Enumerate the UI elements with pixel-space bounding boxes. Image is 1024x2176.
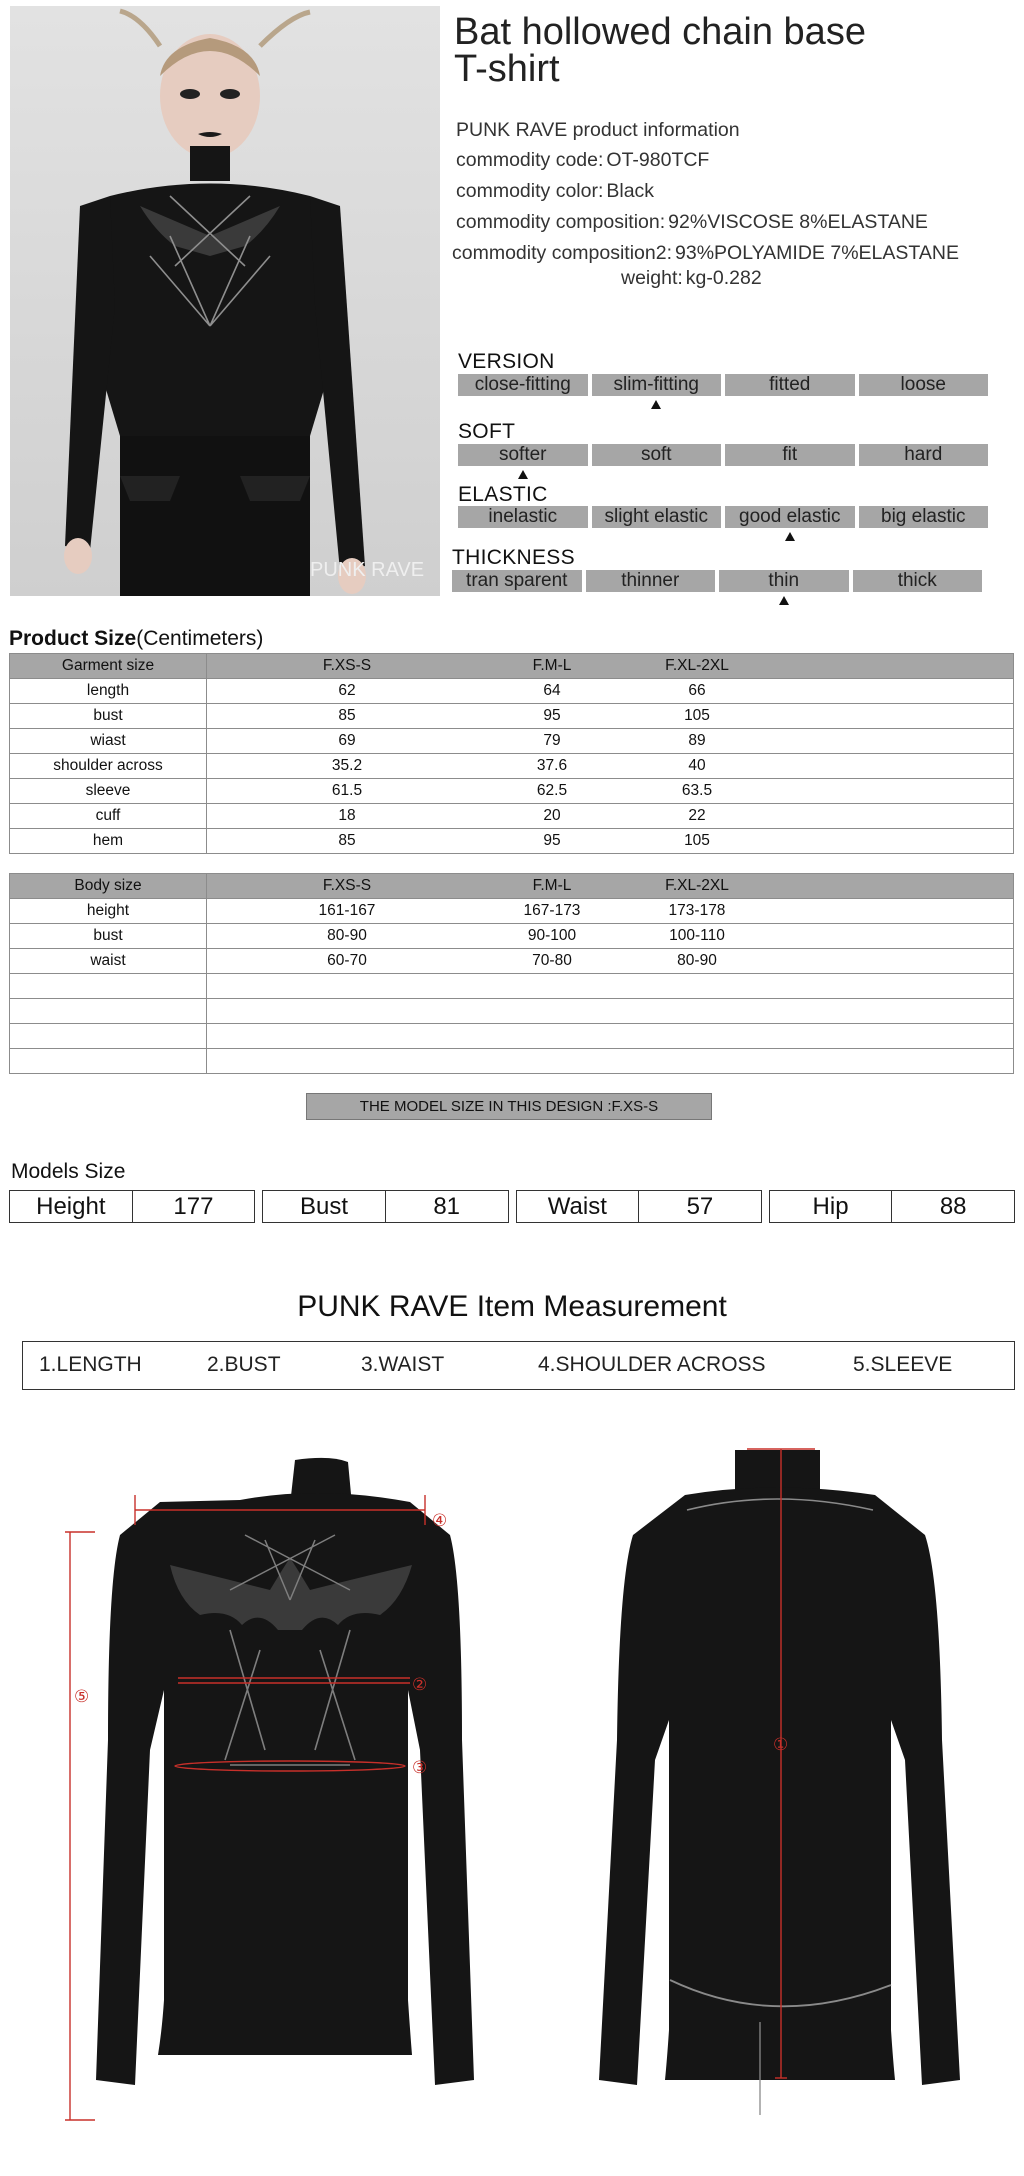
measurement-legend (22, 1341, 1015, 1390)
table-cell: 62.5 (536, 782, 568, 799)
model-measure-value: 57 (638, 1191, 761, 1222)
thickness-scale (452, 570, 982, 592)
composition2-label: commodity composition2: (452, 242, 673, 264)
color-value: Black (606, 180, 655, 202)
table-cell: F.XL-2XL (665, 657, 729, 674)
code-label: commodity code: (456, 149, 604, 171)
row-label: waist (10, 949, 207, 974)
model-measure-hip (769, 1190, 1015, 1223)
commodity-composition2 (452, 242, 959, 265)
model-measure-value: 81 (385, 1191, 508, 1222)
table-cell: F.M-L (532, 657, 572, 674)
table-cell: 64 (543, 682, 561, 699)
commodity-color (456, 180, 654, 203)
table-row (10, 679, 1014, 704)
selected-pointer-icon (785, 532, 795, 541)
row-label: length (10, 679, 207, 704)
table-cell: F.XS-S (322, 877, 372, 894)
model-measure-label: Bust (300, 1193, 349, 1220)
product-title-line1: Bat hollowed chain base (454, 11, 866, 53)
models-size-table (9, 1190, 1015, 1223)
table-cell: 60-70 (327, 952, 367, 969)
table-cell: 22 (688, 807, 706, 824)
row-values (207, 654, 1014, 679)
row-values (207, 899, 1014, 924)
scale-option: good elastic (725, 506, 855, 528)
table-row (10, 999, 1014, 1024)
scale-option: thinner (586, 570, 716, 592)
scale-option: inelastic (458, 506, 588, 528)
table-cell: 69 (338, 732, 356, 749)
scale-option: hard (859, 444, 989, 466)
table-cell: 90-100 (527, 927, 577, 944)
scale-option: loose (859, 374, 989, 396)
scale-option: slight elastic (592, 506, 722, 528)
row-values (207, 704, 1014, 729)
row-values (207, 924, 1014, 949)
legend-bust: 2.BUST (207, 1353, 281, 1376)
model-measure-waist (516, 1190, 762, 1223)
product-photo (10, 6, 440, 596)
row-label (10, 974, 207, 999)
table-row (10, 779, 1014, 804)
photo-watermark: PUNK RAVE (310, 559, 425, 581)
table-header-row (10, 654, 1014, 679)
table-row (10, 704, 1014, 729)
version-title: VERSION (458, 350, 555, 373)
table-row (10, 924, 1014, 949)
garment-size-table (9, 653, 1014, 854)
table-cell: F.XS-S (322, 657, 372, 674)
selected-pointer-icon (779, 596, 789, 605)
models-size-title: Models Size (11, 1160, 126, 1183)
shirt-back-body (599, 1450, 960, 2115)
product-size-title (9, 627, 263, 651)
code-value: OT-980TCF (606, 149, 710, 171)
table-cell: 80-90 (677, 952, 717, 969)
commodity-composition (456, 211, 928, 234)
row-values (207, 974, 1014, 999)
legend-waist: 3.WAIST (361, 1353, 445, 1376)
composition-value: 92%VISCOSE 8%ELASTANE (668, 211, 928, 233)
marker-shoulder: ④ (432, 1511, 448, 1531)
table-cell: 40 (688, 757, 706, 774)
table-cell: 173-178 (668, 902, 726, 919)
marker-waist: ③ (412, 1758, 428, 1778)
scale-option: fitted (725, 374, 855, 396)
legend-length: 1.LENGTH (39, 1353, 142, 1376)
row-values (207, 949, 1014, 974)
row-values (207, 804, 1014, 829)
marker-length: ① (773, 1735, 789, 1755)
table-cell: 20 (543, 807, 561, 824)
row-label: shoulder across (10, 754, 207, 779)
table-cell: 66 (688, 682, 706, 699)
body-size-table (9, 873, 1014, 1074)
commodity-code (456, 149, 709, 172)
color-label: commodity color: (456, 180, 604, 202)
row-label (10, 999, 207, 1024)
product-title (454, 11, 1014, 90)
marker-sleeve: ⑤ (74, 1687, 90, 1707)
selected-pointer-icon (651, 400, 661, 409)
table-row (10, 974, 1014, 999)
weight-label: weight: (621, 267, 683, 289)
table-row (10, 829, 1014, 854)
table-row (10, 729, 1014, 754)
table-cell: 80-90 (327, 927, 367, 944)
elastic-scale (458, 506, 988, 528)
table-cell: F.M-L (532, 877, 572, 894)
row-label (10, 1049, 207, 1074)
table-cell: 95 (543, 707, 561, 724)
scale-option: close-fitting (458, 374, 588, 396)
row-values (207, 874, 1014, 899)
scale-option: thin (719, 570, 849, 592)
table-cell: 35.2 (331, 757, 363, 774)
table-cell: 105 (684, 832, 710, 849)
table-cell: 105 (684, 707, 710, 724)
table-cell: 18 (338, 807, 356, 824)
legend-sleeve: 5.SLEEVE (853, 1353, 953, 1376)
table-cell: 62 (338, 682, 356, 699)
product-size-unit: (Centimeters) (136, 627, 264, 650)
table-cell: 95 (543, 832, 561, 849)
table-row (10, 1049, 1014, 1074)
table-cell: 61.5 (331, 782, 363, 799)
row-label: Garment size (10, 654, 207, 679)
weight (621, 267, 762, 290)
marker-bust: ② (412, 1675, 428, 1695)
row-label: hem (10, 829, 207, 854)
table-row (10, 804, 1014, 829)
table-cell: 167-173 (523, 902, 581, 919)
table-cell: 89 (688, 732, 706, 749)
model-measure-label: Hip (812, 1193, 849, 1220)
scale-option: tran sparent (452, 570, 582, 592)
composition-label: commodity composition: (456, 211, 666, 233)
version-scale (458, 374, 988, 396)
elastic-title: ELASTIC (458, 483, 548, 506)
row-label (10, 1024, 207, 1049)
table-cell: 85 (338, 707, 356, 724)
row-values (207, 729, 1014, 754)
row-label: bust (10, 924, 207, 949)
table-cell: 85 (338, 832, 356, 849)
table-cell: 100-110 (669, 927, 725, 944)
scale-option: slim-fitting (592, 374, 722, 396)
table-row (10, 899, 1014, 924)
model-measure-bust (262, 1190, 508, 1223)
row-values (207, 999, 1014, 1024)
scale-option: fit (725, 444, 855, 466)
composition2-value: 93%POLYAMIDE 7%ELASTANE (675, 242, 959, 264)
row-values (207, 679, 1014, 704)
model-illustration (10, 6, 440, 596)
table-row (10, 1024, 1014, 1049)
scale-option: softer (458, 444, 588, 466)
model-measure-label: Height (36, 1193, 106, 1220)
row-values (207, 1049, 1014, 1074)
thickness-title: THICKNESS (452, 546, 575, 569)
product-size-label: Product Size (9, 627, 137, 650)
scale-option: soft (592, 444, 722, 466)
product-title-line2: T-shirt (454, 48, 560, 90)
table-cell: 79 (543, 732, 561, 749)
row-label: height (10, 899, 207, 924)
table-cell: 161-167 (318, 902, 376, 919)
brand-info: PUNK RAVE product information (456, 119, 740, 141)
model-measure-label: Waist (547, 1193, 607, 1220)
row-label: wiast (10, 729, 207, 754)
model-measure-value: 88 (891, 1191, 1014, 1222)
shirt-front-diagram (74, 1440, 490, 2125)
row-label: bust (10, 704, 207, 729)
legend-shoulder-across: 4.SHOULDER ACROSS (538, 1353, 766, 1376)
row-label: cuff (10, 804, 207, 829)
row-values (207, 1024, 1014, 1049)
model-size-note: THE MODEL SIZE IN THIS DESIGN :F.XS-S (306, 1093, 712, 1120)
table-cell: F.XL-2XL (665, 877, 729, 894)
measurement-title: PUNK RAVE Item Measurement (297, 1290, 727, 1323)
shirt-back-diagram (575, 1440, 985, 2125)
row-values (207, 754, 1014, 779)
table-row (10, 949, 1014, 974)
row-label: Body size (10, 874, 207, 899)
soft-title: SOFT (458, 420, 516, 443)
selected-pointer-icon (518, 470, 528, 479)
table-cell: 70-80 (532, 952, 572, 969)
scale-option: thick (853, 570, 983, 592)
weight-value: kg-0.282 (685, 267, 762, 289)
table-cell: 63.5 (681, 782, 713, 799)
model-measure-value: 177 (132, 1191, 255, 1222)
row-values (207, 779, 1014, 804)
soft-scale (458, 444, 988, 466)
table-cell: 37.6 (536, 757, 568, 774)
row-values (207, 829, 1014, 854)
model-measure-height (9, 1190, 255, 1223)
table-header-row (10, 874, 1014, 899)
scale-option: big elastic (859, 506, 989, 528)
table-row (10, 754, 1014, 779)
row-label: sleeve (10, 779, 207, 804)
